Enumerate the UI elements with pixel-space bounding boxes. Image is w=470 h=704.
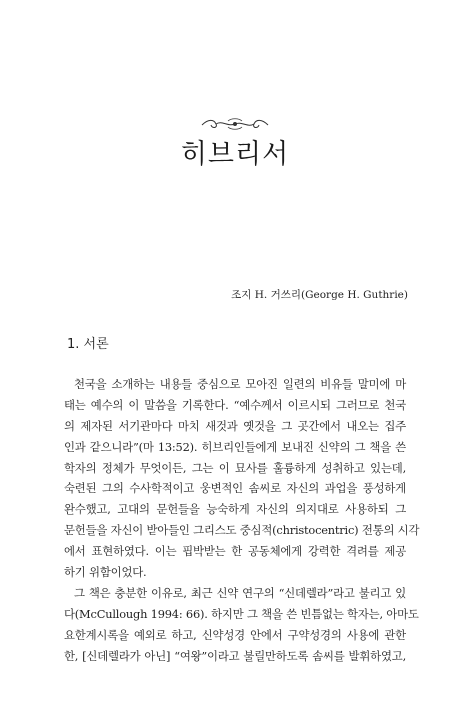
ornament-divider-icon — [200, 116, 270, 132]
body-line: 한, [신데렐라가 아닌] “여왕”이라고 불릴만하도록 솜씨를 발휘하였고, — [64, 648, 406, 663]
body-line: 의 제자된 서기관마다 마치 새것과 옛것을 그 곳간에서 내오는 집주 — [64, 418, 406, 433]
body-line: 문헌들을 자신이 받아들인 그리스도 중심적(christocentric) 전통의 시각 — [64, 523, 420, 538]
body-line: 숙련된 그의 수사학적이고 웅변적인 솜씨로 자신의 과업을 풍성하게 — [64, 481, 406, 496]
body-line: 인과 같으니라”(마 13:52). 히브리인들에게 보내진 신약의 그 책을 쓴 — [64, 439, 406, 454]
body-line: 학자의 정체가 무엇이든, 그는 이 묘사를 훌륭하게 성취하고 있는데, — [64, 460, 406, 475]
body-line: 요한계시록을 예외로 하고, 신약성경 안에서 구약성경의 사용에 관한 — [64, 627, 406, 642]
body-text — [64, 374, 420, 666]
body-line: 그 책은 충분한 이유로, 최근 신약 연구의 “신데렐라”라고 불리고 있 — [74, 585, 406, 600]
section-heading: 1. 서론 — [67, 337, 109, 352]
body-line: 천국을 소개하는 내용들 중심으로 모아진 일련의 비유들 말미에 마 — [74, 377, 406, 391]
author-byline: 조지 H. 거쓰리(George H. Guthrie) — [231, 289, 408, 301]
body-line: 다(McCullough 1994: 66). 하지만 그 책을 쓴 빈틈없는 학자는, 아마도 — [64, 606, 419, 621]
chapter-title: 히브리서 — [180, 139, 290, 170]
body-line: 완수했고, 고대의 문헌들을 능숙하게 자신의 의지대로 사용하되 그 — [64, 502, 406, 517]
body-line: 에서 표현하였다. 이는 핍박받는 한 공동체에게 강력한 격려를 제공 — [64, 544, 406, 559]
body-line: 태는 예수의 이 말씀을 기록한다. “예수께서 이르시되 그러므로 천국 — [64, 397, 406, 412]
body-line: 하기 위함이었다. — [64, 565, 147, 580]
